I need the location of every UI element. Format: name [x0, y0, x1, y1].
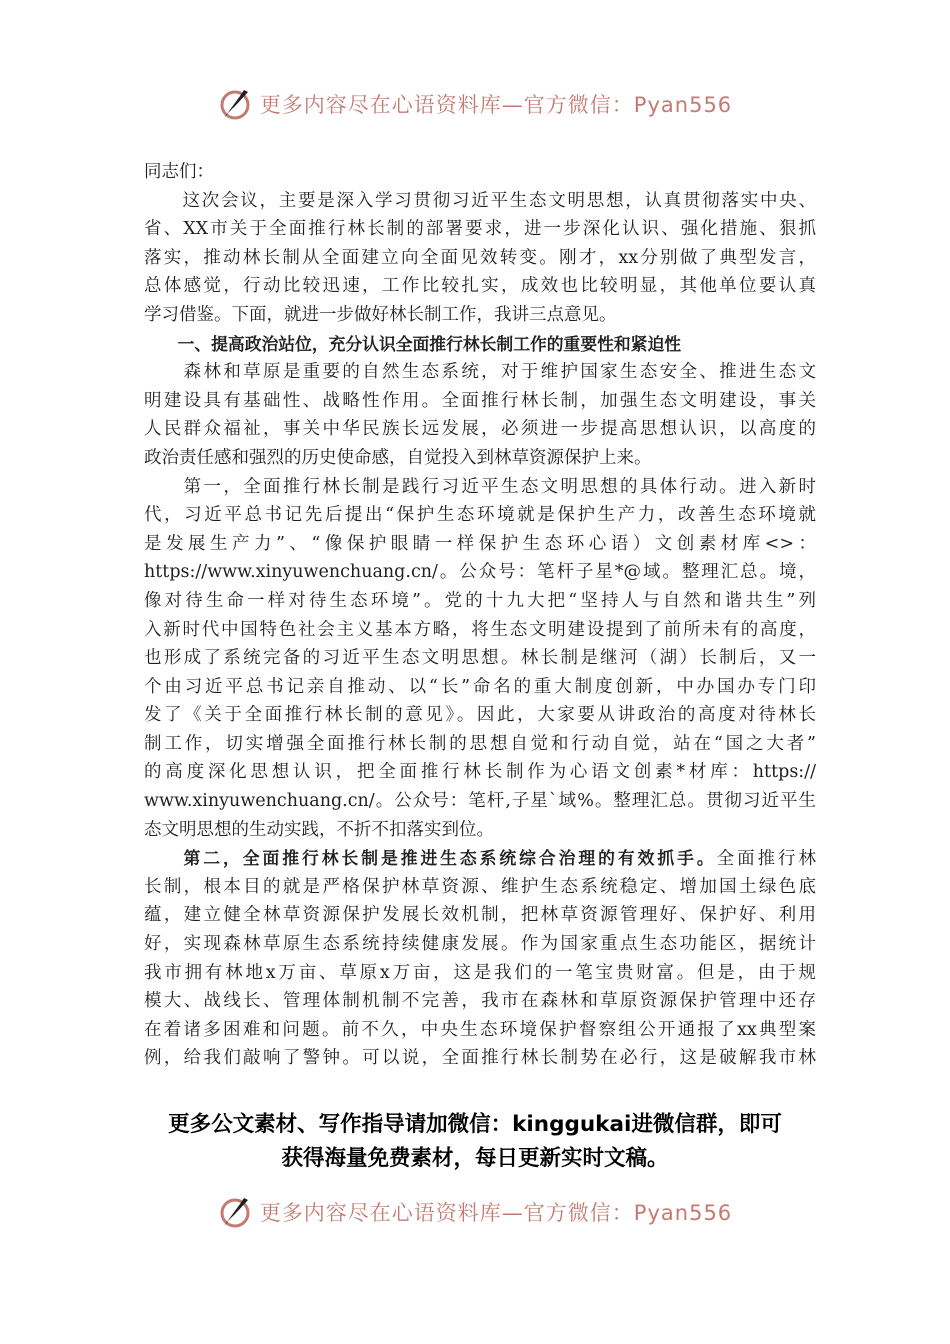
- text-line: 态文明思想的生动实践，不折不扣落实到位。: [144, 819, 494, 840]
- text-line: 个由习近平总书记亲自推动、以“长”命名的重大制度创新，中办国办专门印: [144, 676, 816, 697]
- paragraph-lines: [144, 187, 816, 1073]
- text-line: 政治责任感和强烈的历史使命感，自觉投入到林草资源保护上来。: [144, 447, 652, 468]
- text-line: 发了《关于全面推行林长制的意见》。因此，大家要从讲政治的高度对待林长: [144, 705, 816, 726]
- text-line: 入新时代中国特色社会主义基本方略，将生态文明建设提到了前所未有的高度，: [144, 619, 816, 640]
- text-line: www.xinyuwenchuang.cn/。公众号：笔杆,子星`域%。整理汇总。贯彻习近平生: [144, 791, 816, 812]
- section-heading: 一、提高政治站位，充分认识全面推行林长制工作的重要性和紧迫性: [144, 333, 682, 354]
- text-line: 例，给我们敲响了警钟。可以说，全面推行林长制势在必行，这是破解我市林: [144, 1048, 816, 1069]
- text-line: 学习借鉴。下面，就进一步做好林长制工作，我讲三点意见。: [144, 304, 617, 325]
- quill-logo-icon: [218, 1194, 254, 1230]
- text-line: 蕴，建立健全林草资源保护发展长效机制，把林草资源管理好、保护好、利用: [144, 905, 816, 926]
- promo-notice: [0, 1108, 950, 1176]
- text-line: 像对待生命一样对待生态环境”。党的十九大把“坚持人与自然和谐共生”列: [144, 590, 816, 611]
- text-line: 也形成了系统完备的习近平生态文明思想。林长制是继河（湖）长制后，又一: [144, 648, 816, 669]
- bold-lead-sentence: 第二，全面推行林长制是推进生态系统综合治理的有效抓手。: [144, 848, 717, 869]
- text-run: 全面推行林: [716, 849, 816, 870]
- text-line: 这次会议，主要是深入学习贯彻习近平生态文明思想，认真贯彻落实中央、: [144, 190, 816, 211]
- text-line: 制工作，切实增强全面推行林长制的思想自觉和行动自觉，站在“国之大者”: [144, 733, 816, 754]
- text-line: 我市拥有林地x万亩、草原x万亩，这是我们的一笔宝贵财富。但是，由于规: [144, 962, 816, 983]
- greeting: 同志们：: [144, 162, 214, 182]
- promo-notice-line-1: 更多公文素材、写作指导请加微信：kinggukai进微信群，即可: [168, 1112, 782, 1137]
- text-line: 人民群众福祉，事关中华民族长远发展，必须进一步提高思想认识，以高度的: [144, 419, 816, 440]
- text-line: https://www.xinyuwenchuang.cn/。公众号：笔杆子星*@域。整理汇总。境，: [144, 562, 816, 583]
- text-line: 在着诸多困难和问题。前不久，中央生态环境保护督察组公开通报了xx典型案: [144, 1019, 816, 1040]
- text-line: 代，习近平总书记先后提出“保护生态环境就是保护生产力，改善生态环境就: [144, 505, 816, 526]
- header-watermark-banner: [0, 80, 950, 128]
- text-line: 省、XX市关于全面推行林长制的部署要求，进一步深化认识、强化措施、狠抓: [144, 219, 816, 240]
- text-line: 好，实现森林草原生态系统持续健康发展。作为国家重点生态功能区，据统计: [144, 934, 816, 955]
- text-line: 的高度深化思想认识，把全面推行林长制作为心语文创素*材库：https://: [144, 762, 816, 783]
- text-line: 第一，全面推行林长制是践行习近平生态文明思想的具体行动。进入新时: [144, 476, 816, 497]
- text-line: 模大、战线长、管理体制机制不完善，我市在森林和草原资源保护管理中还存: [144, 991, 816, 1012]
- footer-watermark-text: 更多内容尽在心语资料库—官方微信：Pyan556: [259, 1201, 733, 1225]
- text-line: 总体感觉，行动比较迅速，工作比较扎实，成效也比较明显，其他单位要认真: [144, 276, 816, 297]
- quill-logo-icon: [218, 86, 254, 122]
- text-line: 长制，根本目的就是严格保护林草资源、维护生态系统稳定、增加国土绿色底: [144, 876, 816, 897]
- document-body: [144, 158, 816, 1073]
- promo-notice-line-2: 获得海量免费素材，每日更新实时文稿。: [281, 1146, 669, 1171]
- text-line: 是发展生产力”、“像保护眼睛一样保护生态环心语）文创素材库<>：: [144, 533, 816, 554]
- text-line: 落实，推动林长制从全面建立向全面见效转变。刚才，xx分别做了典型发言，: [144, 247, 816, 268]
- text-line: 明建设具有基础性、战略性作用。全面推行林长制，加强生态文明建设，事关: [144, 390, 816, 411]
- text-line: [144, 844, 816, 873]
- text-line: 森林和草原是重要的自然生态系统，对于维护国家生态安全、推进生态文: [144, 362, 816, 383]
- header-watermark-text: 更多内容尽在心语资料库—官方微信：Pyan556: [259, 93, 733, 117]
- footer-watermark-banner: [0, 1188, 950, 1236]
